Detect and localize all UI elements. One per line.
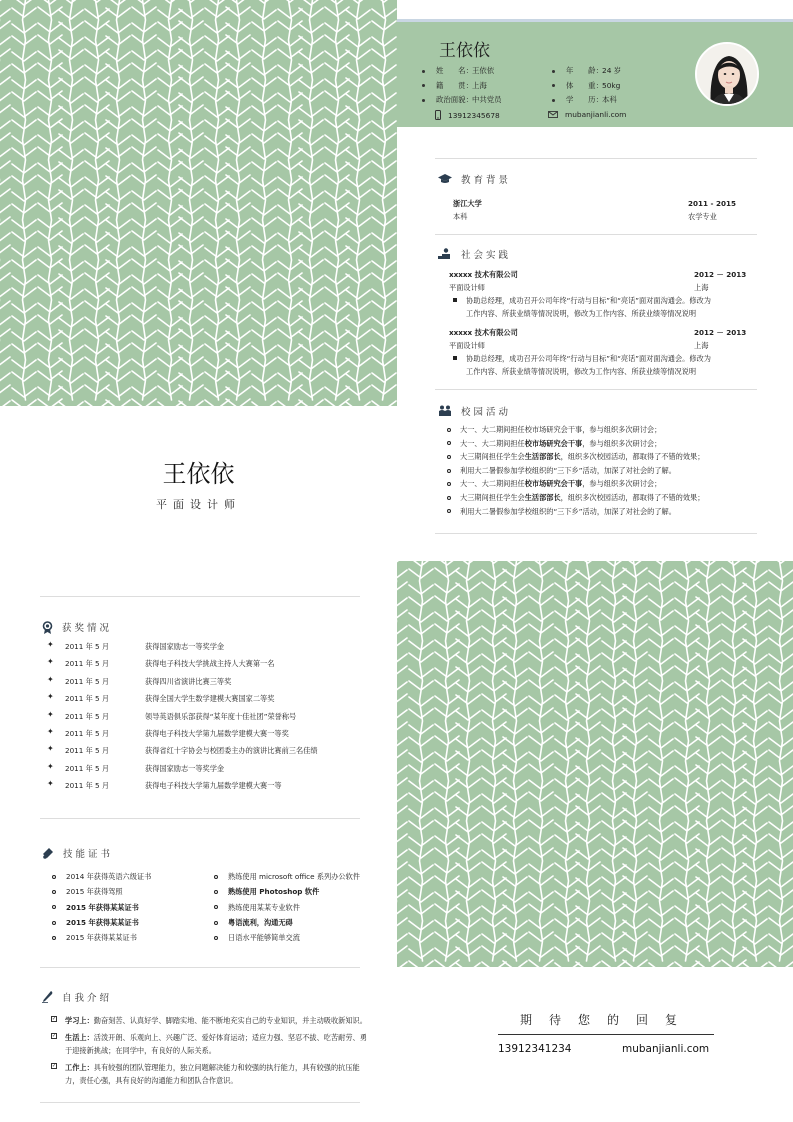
phone-icon bbox=[435, 110, 441, 120]
phone-contact: 13912345678 bbox=[435, 110, 500, 120]
divider bbox=[40, 818, 360, 819]
star-bullet-icon: ✦ bbox=[47, 709, 54, 719]
list-item: 2015 年获得某某证书 bbox=[52, 915, 151, 930]
cover-role: 平面设计师 bbox=[156, 498, 241, 511]
closing-text: 期待您的回复 bbox=[519, 1013, 694, 1027]
people-icon bbox=[438, 405, 452, 417]
checkbox-icon: ✓ bbox=[52, 1033, 57, 1039]
info-row: 体 重： 50kg bbox=[552, 79, 621, 94]
list-item: 利用大二暑假参加学校组织的“三下乡”活动，加深了对社会的了解。 bbox=[447, 505, 704, 519]
cover-name: 王依依 bbox=[162, 460, 235, 488]
intro-list bbox=[51, 1014, 371, 1091]
star-bullet-icon: ✦ bbox=[47, 674, 54, 684]
divider bbox=[40, 967, 360, 968]
practice-period: 2012 － 2013 bbox=[694, 270, 747, 279]
star-bullet-icon: ✦ bbox=[47, 779, 54, 789]
header-name: 王依依 bbox=[439, 41, 490, 61]
campus-heading: 校园活动 bbox=[438, 404, 511, 418]
email-contact: mubanjianli.com bbox=[548, 110, 626, 119]
education-period: 2011 - 2015 bbox=[688, 199, 736, 208]
header-band bbox=[397, 19, 793, 127]
practice-role: 平面设计师 bbox=[449, 341, 485, 350]
info-right bbox=[552, 64, 621, 108]
divider bbox=[435, 533, 757, 534]
handshake-icon bbox=[438, 248, 452, 260]
practice-city: 上海 bbox=[694, 341, 709, 350]
intro-paragraph: ✓ 学习上：勤奋刻苦、认真好学、脚踏实地、能不断地充实自己的专业知识，并主动吸收新知识。 bbox=[52, 1016, 367, 1025]
campus-list bbox=[447, 423, 704, 518]
avatar bbox=[695, 42, 759, 106]
practice-company: xxxxx 技术有限公司 bbox=[449, 270, 518, 279]
star-bullet-icon: ✦ bbox=[47, 640, 54, 649]
list-item: 2015 年获得驾照 bbox=[52, 884, 151, 899]
list-item: 大三期间担任学生会 生活部部长 ，组织多次校园活动，都取得了不错的效果； bbox=[447, 450, 704, 464]
intro-paragraph: ✓ 生活上：活泼开朗、乐观向上、兴趣广泛、爱好体育运动；适应力强、坚忍不拔、吃苦耐劳、勇于迎接新挑战；在同学中，有良好的人际关系。 bbox=[52, 1033, 367, 1055]
divider bbox=[435, 158, 757, 159]
divider bbox=[435, 234, 757, 235]
divider bbox=[435, 389, 757, 390]
degree: 本科 bbox=[453, 212, 468, 221]
certificate-icon bbox=[42, 847, 54, 859]
practice-desc: 协助总经理，成功召开公司年终“行动与目标”和“亮话”面对面沟通会。修改为 bbox=[466, 296, 711, 305]
list-item: 2014 年获得英语六级证书 bbox=[52, 869, 151, 884]
footer-phone: 13912341234 bbox=[498, 1043, 572, 1055]
list-item: 大三期间担任学生会 生活部部长 ，组织多次校园活动，都取得了不错的效果； bbox=[447, 491, 704, 505]
star-bullet-icon: ✦ bbox=[47, 726, 54, 736]
list-item: 2015 年获得某某证书 bbox=[52, 900, 151, 915]
info-row: 姓 名： 王依依 bbox=[422, 64, 502, 79]
graduation-cap-icon bbox=[438, 174, 452, 184]
list-item: 大一、大二期间担任 校市场研究会干事 ，参与组织多次研讨会； bbox=[447, 477, 704, 491]
list-item: 大一、大二期间担任 校市场研究会干事 ，参与组织多次研讨会； bbox=[447, 437, 704, 451]
info-row: 学 历： 本科 bbox=[552, 93, 621, 108]
list-item: 利用大二暑假参加学校组织的“三下乡”活动，加深了对社会的了解。 bbox=[447, 464, 704, 478]
school-name: 浙江大学 bbox=[453, 199, 482, 208]
divider bbox=[40, 1102, 360, 1103]
star-bullet-icon: ✦ bbox=[47, 761, 54, 771]
major: 农学专业 bbox=[688, 212, 717, 221]
pattern-panel-bottom-right bbox=[397, 561, 793, 967]
list-item: 粤语流利，沟通无碍 bbox=[214, 915, 360, 930]
practice-city: 上海 bbox=[694, 283, 709, 292]
practice-heading: 社会实践 bbox=[438, 247, 511, 261]
star-bullet-icon: ✦ bbox=[47, 744, 54, 754]
list-item: 熟练使用 microsoft office 系列办公软件 bbox=[214, 869, 360, 884]
practice-desc: 工作内容、所获业绩等情况说明，修改为工作内容、所获业绩等情况说明 bbox=[466, 367, 697, 376]
star-bullet-icon: ✦ bbox=[47, 657, 54, 667]
info-row: 年 龄： 24 岁 bbox=[552, 64, 621, 79]
info-row: 籍 贯： 上海 bbox=[422, 79, 502, 94]
checkbox-icon: ✓ bbox=[52, 1016, 57, 1022]
list-item: 2015 年获得某某证书 bbox=[52, 930, 151, 945]
certs-heading: 技能证书 bbox=[42, 846, 113, 860]
intro-heading: 自我介绍 bbox=[42, 990, 112, 1004]
pattern-panel-top-left bbox=[0, 0, 397, 406]
divider bbox=[498, 1034, 714, 1035]
star-bullet-icon: ✦ bbox=[47, 692, 54, 702]
practice-period: 2012 － 2013 bbox=[694, 328, 747, 337]
practice-role: 平面设计师 bbox=[449, 283, 485, 292]
bullet-square bbox=[453, 298, 457, 302]
certs-right-list bbox=[214, 869, 360, 945]
checkbox-icon: ✓ bbox=[52, 1063, 57, 1069]
awards-heading: 获奖情况 bbox=[42, 620, 112, 634]
footer-website: mubanjianli.com bbox=[622, 1043, 710, 1055]
education-heading: 教育背景 bbox=[438, 172, 511, 186]
list-item: 熟练使用 Photoshop 软件 bbox=[214, 884, 360, 899]
medal-icon bbox=[42, 621, 53, 634]
info-left bbox=[422, 64, 502, 108]
practice-desc: 协助总经理，成功召开公司年终“行动与目标”和“亮话”面对面沟通会。修改为 bbox=[466, 354, 711, 363]
pen-icon bbox=[42, 991, 53, 1003]
info-row: 政治面貌： 中共党员 bbox=[422, 93, 502, 108]
intro-paragraph: ✓ 工作上：具有较强的团队管理能力，独立问题解决能力和较强的执行能力，具有较强的抗压能力，责任心强，具有良好的沟通能力和团队合作意识。 bbox=[52, 1063, 360, 1085]
list-item: 大一、大二期间担任校市场研究会干事，参与组织多次研讨会； bbox=[447, 423, 704, 437]
bullet-square bbox=[453, 356, 457, 360]
practice-desc: 工作内容、所获业绩等情况说明，修改为工作内容、所获业绩等情况说明 bbox=[466, 309, 697, 318]
mail-icon bbox=[548, 111, 558, 118]
certs-left-list bbox=[52, 869, 151, 945]
list-item: 熟练使用某某专业软件 bbox=[214, 900, 360, 915]
practice-company: xxxxx 技术有限公司 bbox=[449, 328, 518, 337]
divider bbox=[40, 596, 360, 597]
list-item: 日语水平能够简单交流 bbox=[214, 930, 360, 945]
